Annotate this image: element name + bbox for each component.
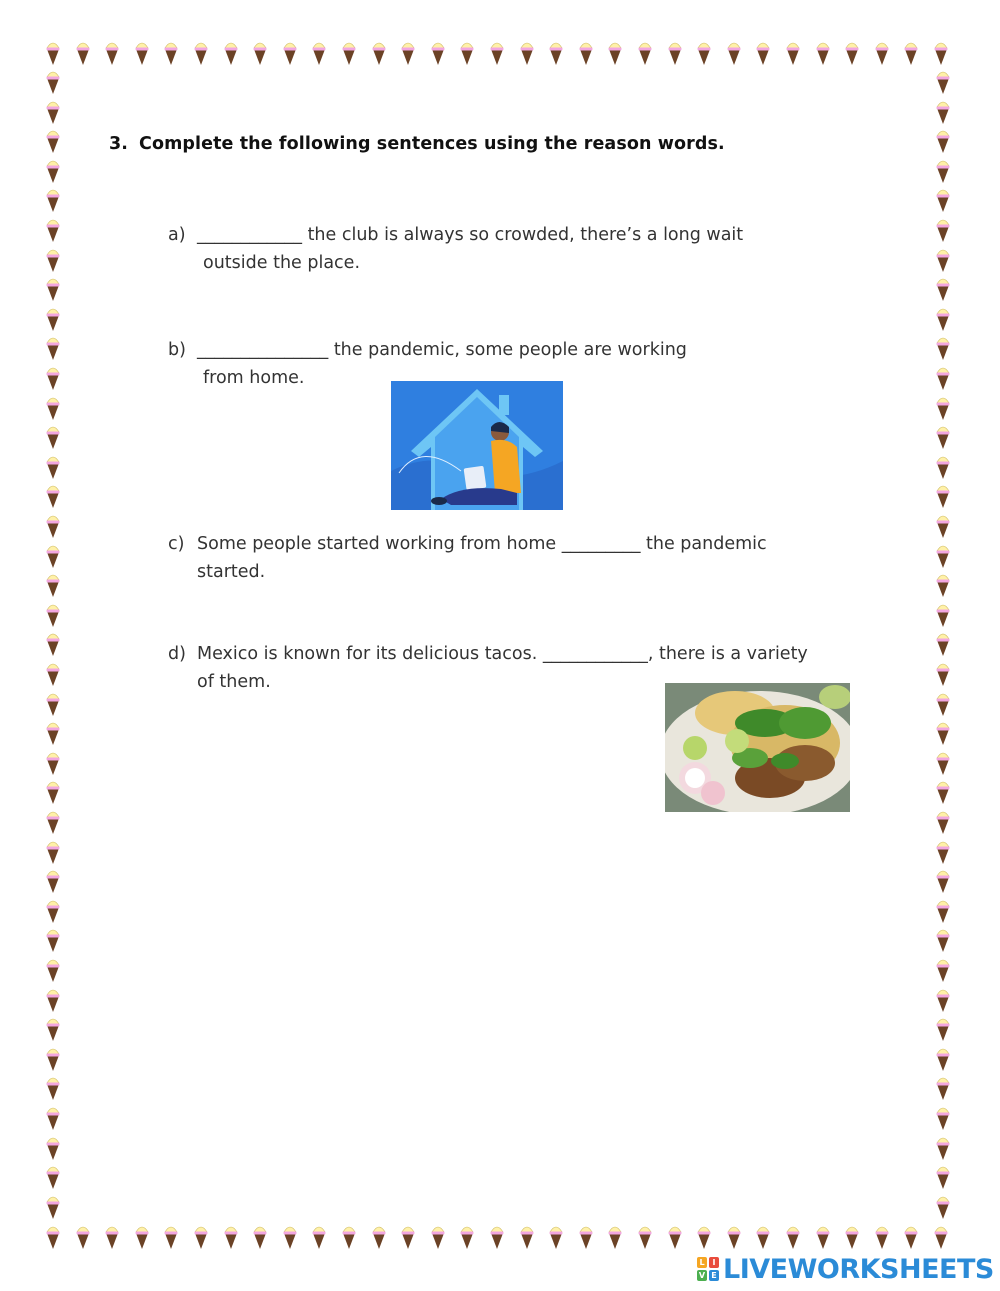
- ice-cream-cone-icon: [936, 1105, 950, 1131]
- ice-cream-cone-icon: [46, 217, 60, 243]
- logo-letter: V: [698, 1271, 706, 1280]
- liveworksheets-logo: [697, 1254, 994, 1284]
- ice-cream-cone-icon: [936, 957, 950, 983]
- ice-cream-cone-icon: [342, 1224, 356, 1250]
- ice-cream-cone-icon: [46, 1164, 60, 1190]
- question-c: [168, 530, 848, 586]
- ice-cream-cone-icon: [46, 40, 60, 66]
- logo-text: LIVEWORKSHEETS: [723, 1253, 994, 1285]
- ice-cream-cone-icon: [253, 40, 267, 66]
- ice-cream-cone-icon: [283, 40, 297, 66]
- ice-cream-cone-icon: [46, 187, 60, 213]
- ice-cream-cone-icon: [46, 1105, 60, 1131]
- ice-cream-cone-icon: [76, 40, 90, 66]
- ice-cream-cone-icon: [904, 1224, 918, 1250]
- ice-cream-cone-icon: [936, 454, 950, 480]
- question-text-line1: Some people started working from home _________ the pandemic: [197, 534, 767, 554]
- ice-cream-cone-icon: [816, 40, 830, 66]
- ice-cream-cone-icon: [904, 40, 918, 66]
- ice-cream-cone-icon: [875, 40, 889, 66]
- ice-cream-cone-icon: [936, 69, 950, 95]
- ice-cream-cone-icon: [135, 40, 149, 66]
- ice-cream-cone-icon: [936, 898, 950, 924]
- ice-cream-cone-icon: [549, 40, 563, 66]
- ice-cream-cone-icon: [934, 1224, 948, 1250]
- ice-cream-cone-icon: [936, 987, 950, 1013]
- question-text-line2: from home.: [203, 368, 305, 388]
- ice-cream-cone-icon: [46, 424, 60, 450]
- ice-cream-cone-icon: [936, 365, 950, 391]
- ice-cream-cone-icon: [46, 365, 60, 391]
- ice-cream-cone-icon: [46, 1016, 60, 1042]
- ice-cream-cone-icon: [224, 1224, 238, 1250]
- ice-cream-cone-icon: [875, 1224, 889, 1250]
- ice-cream-cone-icon: [46, 661, 60, 687]
- ice-cream-cone-icon: [105, 40, 119, 66]
- ice-cream-cone-icon: [46, 779, 60, 805]
- ice-cream-cone-icon: [46, 395, 60, 421]
- ice-cream-cone-icon: [786, 40, 800, 66]
- question-text-line2: started.: [197, 562, 266, 582]
- ice-cream-cone-icon: [936, 602, 950, 628]
- house-person-icon: [391, 381, 563, 510]
- ice-cream-cone-icon: [936, 631, 950, 657]
- ice-cream-cone-icon: [401, 40, 415, 66]
- ice-cream-cone-icon: [936, 187, 950, 213]
- ice-cream-cone-icon: [46, 809, 60, 835]
- ice-cream-cone-icon: [46, 1194, 60, 1220]
- ice-cream-cone-icon: [936, 720, 950, 746]
- ice-cream-cone-icon: [845, 40, 859, 66]
- ice-cream-cone-icon: [135, 1224, 149, 1250]
- ice-cream-cone-icon: [936, 1016, 950, 1042]
- ice-cream-cone-icon: [816, 1224, 830, 1250]
- question-label: a): [168, 225, 186, 245]
- question-text-line1: ____________ the club is always so crowded, there’s a long wait: [197, 225, 744, 245]
- ice-cream-cone-icon: [76, 1224, 90, 1250]
- ice-cream-cone-icon: [936, 809, 950, 835]
- logo-letter: L: [697, 1257, 707, 1268]
- ice-cream-cone-icon: [845, 1224, 859, 1250]
- ice-cream-cone-icon: [638, 40, 652, 66]
- ice-cream-cone-icon: [936, 868, 950, 894]
- ice-cream-cone-icon: [608, 40, 622, 66]
- ice-cream-cone-icon: [46, 483, 60, 509]
- ice-cream-cone-icon: [105, 1224, 119, 1250]
- ice-cream-cone-icon: [46, 158, 60, 184]
- ice-cream-cone-icon: [936, 247, 950, 273]
- ice-cream-cone-icon: [936, 99, 950, 125]
- ice-cream-cone-icon: [490, 40, 504, 66]
- ice-cream-cone-icon: [46, 543, 60, 569]
- ice-cream-cone-icon: [490, 1224, 504, 1250]
- ice-cream-cone-icon: [46, 868, 60, 894]
- ice-cream-cone-icon: [756, 1224, 770, 1250]
- ice-cream-cone-icon: [342, 40, 356, 66]
- ice-cream-cone-icon: [224, 40, 238, 66]
- ice-cream-cone-icon: [936, 276, 950, 302]
- ice-cream-cone-icon: [549, 1224, 563, 1250]
- ice-cream-cone-icon: [372, 40, 386, 66]
- ice-cream-cone-icon: [936, 1046, 950, 1072]
- ice-cream-cone-icon: [727, 40, 741, 66]
- ice-cream-cone-icon: [936, 1075, 950, 1101]
- tacos-photo: [665, 683, 850, 812]
- ice-cream-cone-icon: [431, 1224, 445, 1250]
- question-label: d): [168, 644, 186, 664]
- exercise-heading: [109, 134, 725, 154]
- ice-cream-cone-icon: [756, 40, 770, 66]
- ice-cream-cone-icon: [668, 40, 682, 66]
- ice-cream-cone-icon: [194, 40, 208, 66]
- ice-cream-cone-icon: [608, 1224, 622, 1250]
- ice-cream-cone-icon: [697, 40, 711, 66]
- ice-cream-cone-icon: [936, 661, 950, 687]
- logo-letter: I: [709, 1257, 719, 1268]
- ice-cream-cone-icon: [46, 631, 60, 657]
- ice-cream-cone-icon: [786, 1224, 800, 1250]
- ice-cream-cone-icon: [936, 217, 950, 243]
- ice-cream-cone-icon: [934, 40, 948, 66]
- ice-cream-cone-icon: [46, 306, 60, 332]
- ice-cream-cone-icon: [46, 957, 60, 983]
- ice-cream-cone-icon: [46, 513, 60, 539]
- ice-cream-cone-icon: [46, 335, 60, 361]
- question-text-line1: Mexico is known for its delicious tacos. ____________, there is a variety: [197, 644, 808, 664]
- question-label: b): [168, 340, 186, 360]
- ice-cream-cone-icon: [936, 513, 950, 539]
- ice-cream-cone-icon: [727, 1224, 741, 1250]
- ice-cream-cone-icon: [194, 1224, 208, 1250]
- ice-cream-cone-icon: [936, 691, 950, 717]
- ice-cream-cone-icon: [46, 128, 60, 154]
- tacos-icon: [665, 683, 850, 812]
- ice-cream-cone-icon: [520, 40, 534, 66]
- ice-cream-cone-icon: [460, 40, 474, 66]
- ice-cream-cone-icon: [936, 1194, 950, 1220]
- ice-cream-cone-icon: [46, 750, 60, 776]
- ice-cream-cone-icon: [936, 424, 950, 450]
- question-text-line2: outside the place.: [203, 253, 361, 273]
- ice-cream-cone-icon: [46, 1046, 60, 1072]
- ice-cream-cone-icon: [46, 276, 60, 302]
- ice-cream-cone-icon: [46, 839, 60, 865]
- ice-cream-cone-icon: [46, 987, 60, 1013]
- ice-cream-cone-icon: [638, 1224, 652, 1250]
- ice-cream-cone-icon: [936, 483, 950, 509]
- ice-cream-cone-icon: [46, 898, 60, 924]
- ice-cream-cone-icon: [936, 395, 950, 421]
- question-a: [168, 221, 848, 277]
- ice-cream-cone-icon: [283, 1224, 297, 1250]
- logo-letter: E: [709, 1270, 719, 1281]
- ice-cream-cone-icon: [46, 99, 60, 125]
- ice-cream-cone-icon: [936, 927, 950, 953]
- question-text-line2: of them.: [197, 672, 271, 692]
- question-text-line1: _______________ the pandemic, some people are working: [197, 340, 687, 360]
- ice-cream-cone-icon: [936, 1164, 950, 1190]
- ice-cream-cone-icon: [46, 69, 60, 95]
- ice-cream-cone-icon: [936, 543, 950, 569]
- ice-cream-cone-icon: [46, 572, 60, 598]
- ice-cream-cone-icon: [936, 750, 950, 776]
- ice-cream-cone-icon: [936, 128, 950, 154]
- ice-cream-cone-icon: [46, 720, 60, 746]
- ice-cream-cone-icon: [401, 1224, 415, 1250]
- ice-cream-cone-icon: [579, 40, 593, 66]
- exercise-instruction: Complete the following sentences using the reason words.: [139, 134, 725, 154]
- ice-cream-cone-icon: [936, 839, 950, 865]
- ice-cream-cone-icon: [46, 1135, 60, 1161]
- ice-cream-cone-icon: [936, 335, 950, 361]
- ice-cream-cone-icon: [668, 1224, 682, 1250]
- ice-cream-cone-icon: [46, 927, 60, 953]
- ice-cream-cone-icon: [372, 1224, 386, 1250]
- ice-cream-cone-icon: [697, 1224, 711, 1250]
- ice-cream-cone-icon: [936, 306, 950, 332]
- ice-cream-cone-icon: [46, 1224, 60, 1250]
- ice-cream-cone-icon: [46, 1075, 60, 1101]
- ice-cream-cone-icon: [936, 572, 950, 598]
- ice-cream-cone-icon: [164, 40, 178, 66]
- ice-cream-cone-icon: [312, 1224, 326, 1250]
- ice-cream-cone-icon: [520, 1224, 534, 1250]
- ice-cream-cone-icon: [431, 40, 445, 66]
- ice-cream-cone-icon: [46, 691, 60, 717]
- ice-cream-cone-icon: [936, 779, 950, 805]
- ice-cream-cone-icon: [460, 1224, 474, 1250]
- work-from-home-illustration: [391, 381, 563, 510]
- ice-cream-cone-icon: [579, 1224, 593, 1250]
- ice-cream-cone-icon: [46, 602, 60, 628]
- ice-cream-cone-icon: [253, 1224, 267, 1250]
- ice-cream-cone-icon: [164, 1224, 178, 1250]
- logo-blocks-icon: [697, 1257, 719, 1281]
- ice-cream-cone-icon: [936, 1135, 950, 1161]
- ice-cream-cone-icon: [936, 158, 950, 184]
- ice-cream-cone-icon: [46, 247, 60, 273]
- ice-cream-cone-icon: [46, 454, 60, 480]
- exercise-number: 3.: [109, 134, 129, 154]
- ice-cream-cone-icon: [312, 40, 326, 66]
- question-label: c): [168, 534, 185, 554]
